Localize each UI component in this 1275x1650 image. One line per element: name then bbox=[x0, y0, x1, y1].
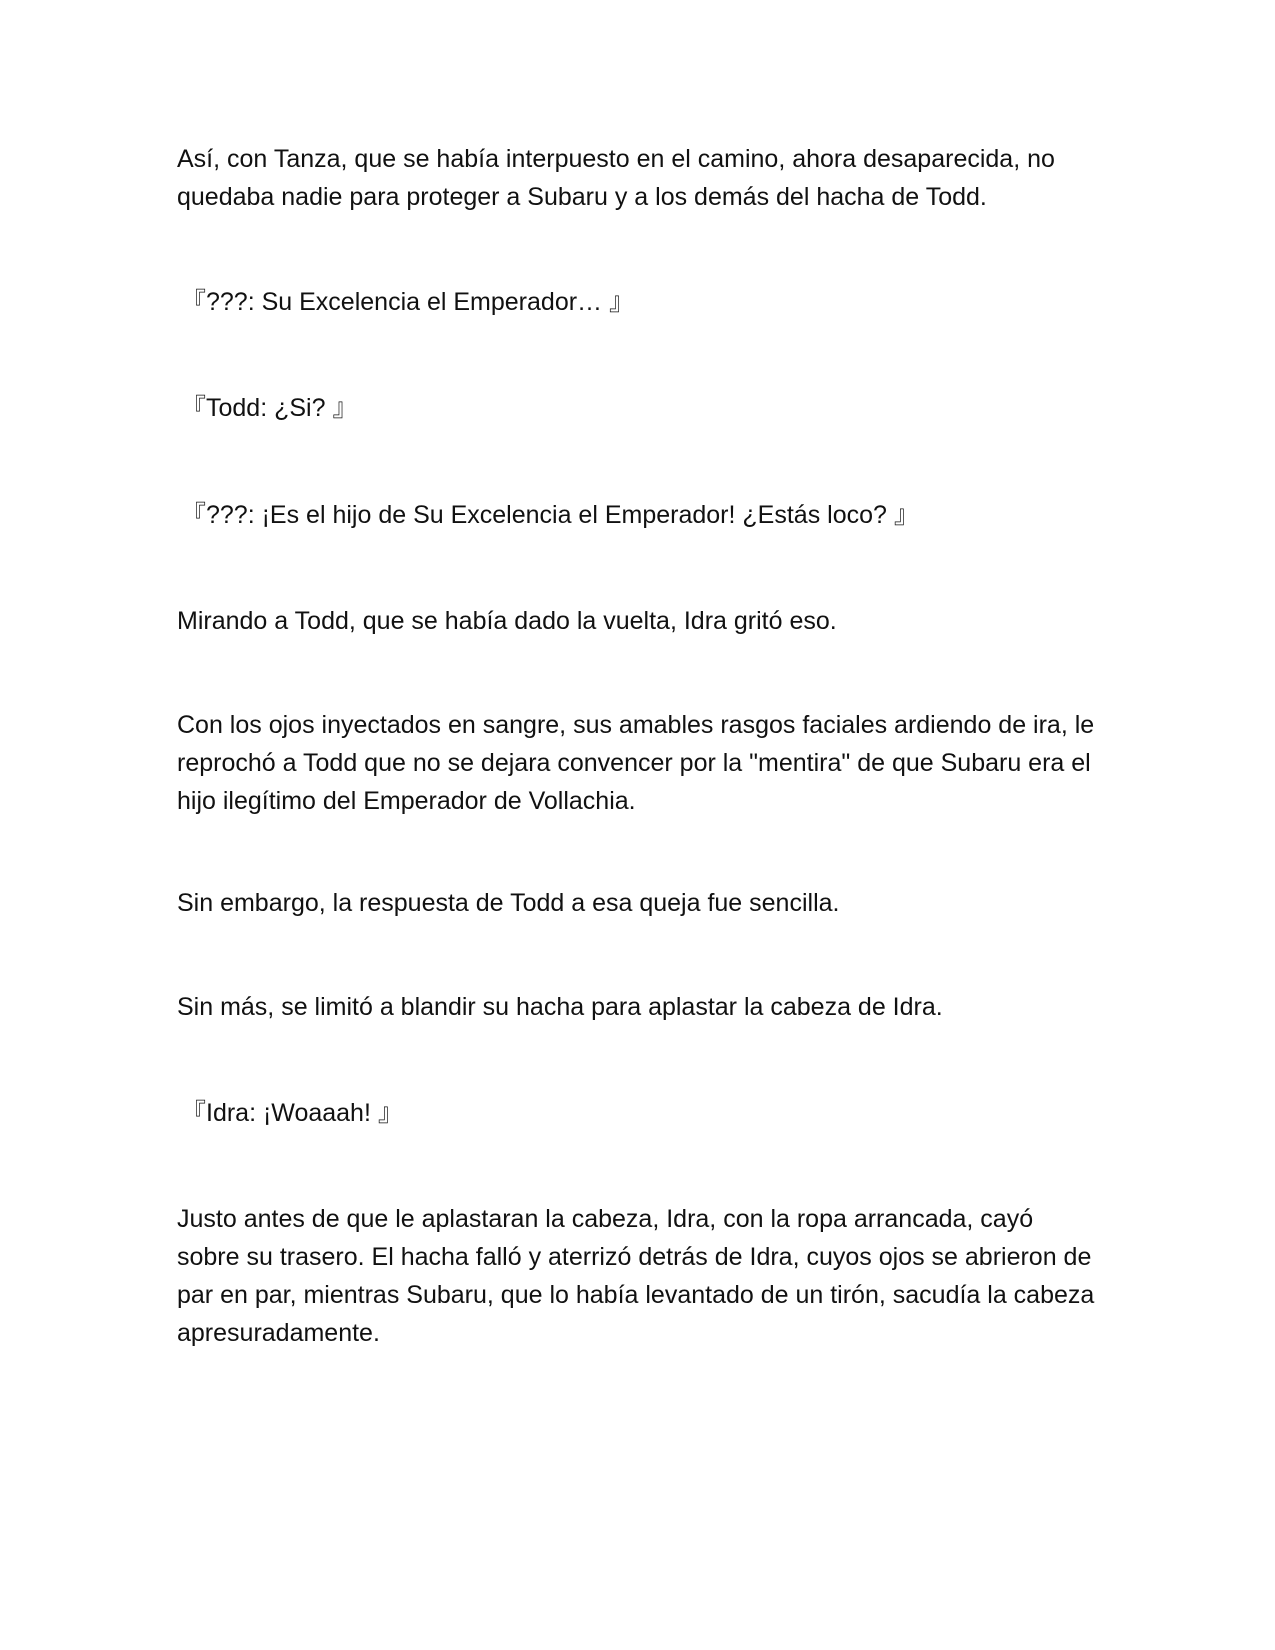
paragraph-dialogue: 『Todd: ¿Si? 』 bbox=[181, 394, 358, 422]
paragraph-narration: Sin más, se limitó a blandir su hacha para aplastar la cabeza de Idra. bbox=[177, 993, 943, 1021]
paragraph-narration: Con los ojos inyectados en sangre, sus amables rasgos faciales ardiendo de ira, le reprochó a Todd que no se dejara convencer por la "mentira" de que Subaru era el hijo ilegítimo del Emperador de Vollachia. bbox=[177, 711, 1095, 815]
paragraph-dialogue: 『???: Su Excelencia el Emperador… 』 bbox=[181, 288, 634, 316]
paragraph-narration: Mirando a Todd, que se había dado la vuelta, Idra gritó eso. bbox=[177, 607, 837, 635]
paragraph-dialogue: 『???: ¡Es el hijo de Su Excelencia el Emperador! ¿Estás loco? 』 bbox=[181, 501, 919, 529]
paragraph-narration: Sin embargo, la respuesta de Todd a esa queja fue sencilla. bbox=[177, 889, 840, 917]
paragraph-narration: Así, con Tanza, que se había interpuesto en el camino, ahora desaparecida, no quedaba nadie para proteger a Subaru y a los demás del hacha de Todd. bbox=[177, 145, 1055, 211]
paragraph-narration: Justo antes de que le aplastaran la cabeza, Idra, con la ropa arrancada, cayó sobre su trasero. El hacha falló y aterrizó detrás de Idra, cuyos ojos se abrieron de par en par, mientras Subaru, que lo había levantado de un tirón, sacudía la cabeza apresuradamente. bbox=[177, 1205, 1095, 1347]
paragraph-dialogue: 『Idra: ¡Woaaah! 』 bbox=[181, 1099, 403, 1127]
